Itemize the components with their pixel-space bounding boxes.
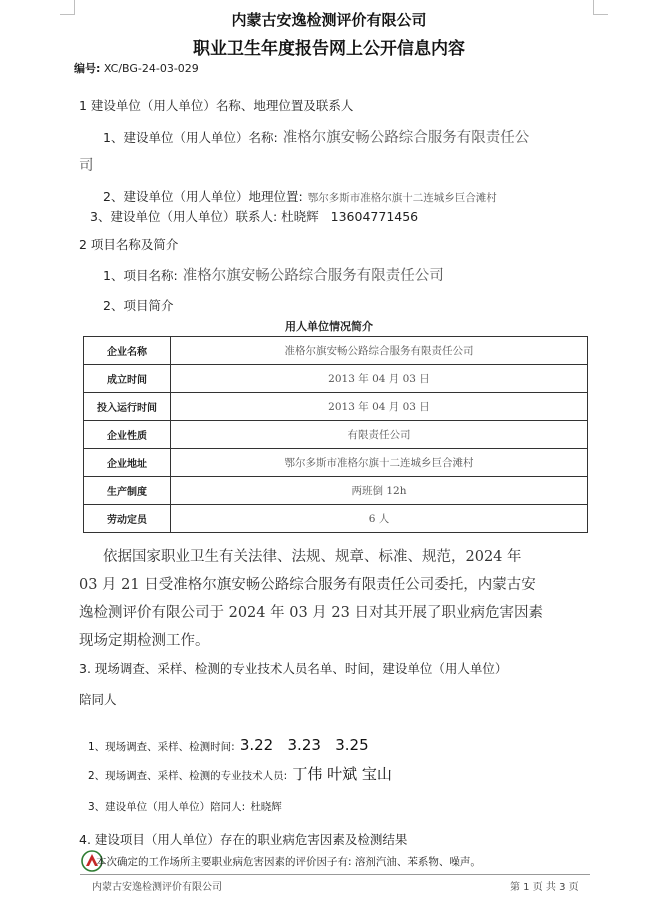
org-name-value-wrap: 司 (79, 158, 94, 174)
paragraph-line: 逸检测评价有限公司于 2024 年 03 月 23 日对其开展了职业病危害因素 (79, 605, 543, 621)
table-cell-value: 2013 年 04 月 03 日 (171, 365, 588, 393)
section3-heading: 3. 现场调查、采样、检测的专业技术人员名单、时间，建设单位（用人单位） (79, 661, 508, 676)
project-name-label: 1、项目名称: (103, 268, 178, 283)
table-row (84, 505, 588, 533)
survey-staff-label: 2、现场调查、采样、检测的专业技术人员: (88, 770, 288, 782)
survey-time-row (88, 735, 369, 754)
company-title: 内蒙古安逸检测评价有限公司 (231, 11, 427, 29)
section3-heading-wrap: 陪同人 (79, 692, 117, 707)
table-cell-value: 6 人 (171, 505, 588, 533)
report-code-label: 编号: (74, 62, 101, 75)
survey-staff-row (88, 763, 392, 784)
table-cell-value: 准格尔旗安畅公路综合服务有限责任公司 (171, 337, 588, 365)
hazard-factors-row (96, 854, 481, 869)
survey-escort-value: 杜晓辉 (250, 801, 282, 813)
table-caption: 用人单位情况简介 (285, 320, 373, 333)
survey-escort-label: 3、建设单位（用人单位）陪同人: (88, 801, 246, 813)
org-location-label: 2、建设单位（用人单位）地理位置: (103, 189, 303, 204)
survey-escort-row (88, 795, 282, 814)
survey-staff-value: 丁伟 叶斌 宝山 (292, 765, 392, 783)
table-cell-label: 企业地址 (84, 449, 171, 477)
hazard-factors-label: 本次确定的工作场所主要职业病危害因素的评价因子有: (96, 856, 352, 868)
survey-time-label: 1、现场调查、采样、检测时间: (88, 741, 235, 753)
report-title: 职业卫生年度报告网上公开信息内容 (193, 39, 465, 59)
table-cell-value: 鄂尔多斯市准格尔旗十二连城乡巨合滩村 (171, 449, 588, 477)
org-location-row (103, 186, 497, 205)
report-code-value: XC/BG-24-03-029 (103, 62, 199, 75)
project-name-row (103, 264, 444, 285)
survey-time-value: 3.22 3.23 3.25 (239, 736, 369, 754)
table-cell-label: 企业性质 (84, 421, 171, 449)
hazard-factors-value: 溶剂汽油、苯系物、噪声。 (354, 856, 481, 868)
paragraph-line: 依据国家职业卫生有关法律、法规、规章、标准、规范，2024 年 (103, 549, 522, 565)
table-row (84, 421, 588, 449)
org-contact-phone: 13604771456 (330, 209, 419, 224)
org-contact-label: 3、建设单位（用人单位）联系人: (90, 209, 278, 224)
org-contact-row (90, 207, 418, 225)
org-name-row (103, 126, 529, 147)
table-row (84, 393, 588, 421)
report-code (74, 60, 199, 76)
org-location-value: 鄂尔多斯市准格尔旗十二连城乡巨合滩村 (307, 192, 497, 204)
employer-info-table (83, 336, 588, 533)
table-cell-label: 成立时间 (84, 365, 171, 393)
footer-page-info: 第 1 页 共 3 页 (510, 882, 579, 893)
project-intro-label: 2、项目简介 (103, 298, 174, 313)
table-cell-label: 企业名称 (84, 337, 171, 365)
table-row (84, 365, 588, 393)
org-name-value: 准格尔旗安畅公路综合服务有限责任公 (282, 130, 530, 146)
section2-heading: 2 项目名称及简介 (79, 237, 179, 252)
project-name-value: 准格尔旗安畅公路综合服务有限责任公司 (182, 268, 444, 284)
section1-heading: 1 建设单位（用人单位）名称、地理位置及联系人 (79, 98, 354, 113)
table-cell-value: 2013 年 04 月 03 日 (171, 393, 588, 421)
table-cell-label: 生产制度 (84, 477, 171, 505)
footer-divider (80, 874, 590, 875)
org-name-label: 1、建设单位（用人单位）名称: (103, 130, 278, 145)
paragraph-line: 03 月 21 日受准格尔旗安畅公路综合服务有限责任公司委托，内蒙古安 (79, 577, 536, 593)
section4-heading: 4. 建设项目（用人单位）存在的职业病危害因素及检测结果 (79, 832, 408, 847)
org-contact-name: 杜晓辉 (281, 209, 319, 224)
table-cell-label: 劳动定员 (84, 505, 171, 533)
table-cell-value: 两班倒 12h (171, 477, 588, 505)
table-cell-value: 有限责任公司 (171, 421, 588, 449)
paragraph-line: 现场定期检测工作。 (79, 633, 210, 649)
table-row (84, 477, 588, 505)
footer-company: 内蒙古安逸检测评价有限公司 (92, 882, 222, 893)
table-row (84, 337, 588, 365)
table-cell-label: 投入运行时间 (84, 393, 171, 421)
table-row (84, 449, 588, 477)
commission-paragraph (79, 543, 593, 655)
